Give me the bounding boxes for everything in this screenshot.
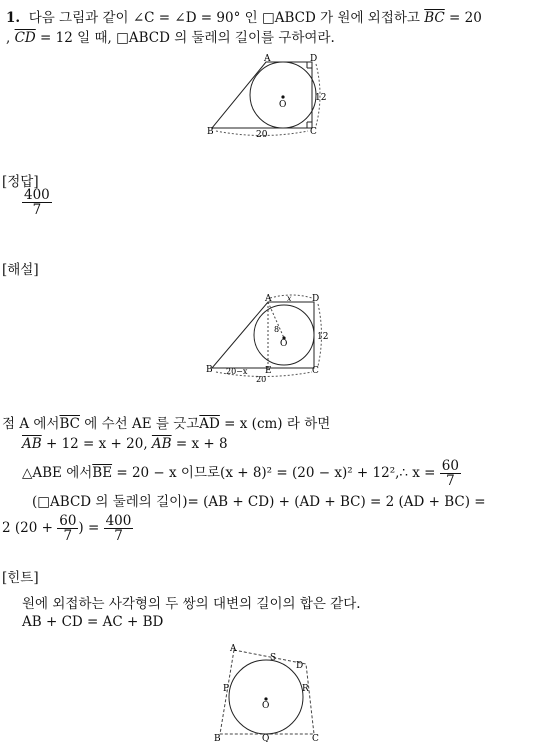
label-12: 12 [317, 332, 329, 342]
label-e: E [265, 366, 272, 376]
segment-be: $\overline{BE}$ [92, 465, 113, 482]
hint-line-2: AB + CD = AC + BD [22, 614, 164, 630]
label-a: A [230, 644, 237, 654]
label-c: C [312, 734, 319, 742]
segment-bc: $\overline{BC}$ [59, 416, 80, 432]
explanation-line-4: (□ABCD 의 둘레의 길이)= (AB + CD) + (AD + BC) = 2 (AD + BC) = [32, 494, 486, 510]
explanation-line-3: △ABE 에서$\overline{BE} = 20 - x$ 이므로(x + 8)² = (20 − x)² + 12²,∴ x = $\frac{60}{7}$ [22, 458, 459, 490]
label-d: D [312, 294, 320, 304]
problem-text-2a: , [6, 30, 15, 46]
problem-figure [200, 54, 340, 144]
label-o: O [280, 339, 288, 349]
problem-line-1 [6, 6, 482, 26]
hint-figure [208, 642, 328, 742]
label-d: D [310, 54, 318, 64]
label-b: B [214, 734, 221, 742]
explanation-line-5: 2 (20 + $\frac{60}{7}$ ) = $\frac{400}{7}$ [2, 513, 132, 545]
problem-text-1b: = 20 [444, 10, 482, 26]
center-point [281, 95, 284, 98]
answer-header: [정답] [2, 174, 39, 190]
problem-line-2 [6, 26, 335, 46]
label-s: S [270, 653, 277, 663]
quadrilateral [212, 62, 312, 128]
label-a: A [264, 54, 271, 64]
explanation-figure [204, 292, 334, 384]
label-q: Q [262, 734, 270, 742]
explanation-header: [해설] [2, 262, 39, 278]
label-b: B [207, 127, 214, 137]
problem-text-2b: = 12 일 때, □ABCD 의 둘레의 길이를 구하여라. [35, 30, 335, 46]
segment-cd: $\overline{CD}$ [14, 30, 36, 46]
label-o: O [279, 100, 287, 110]
label-20: 20 [256, 130, 268, 140]
answer-numerator: 400 [24, 187, 50, 203]
answer-denominator: 7 [32, 202, 42, 219]
label-c: C [310, 127, 317, 137]
answer-fraction [22, 188, 52, 217]
problem-text-1a: 다음 그림과 같이 ∠C = ∠D = 90° 인 □ABCD 가 원에 외접하고 [28, 10, 425, 26]
label-20-minus-x: 20−x [226, 367, 248, 376]
hint-header: [힌트] [2, 570, 39, 586]
label-20: 20 [256, 375, 267, 384]
explanation-line-2: $\overline{AB} + 12 = x + 20$, $\overline{AB} = x + 8$ [22, 436, 228, 452]
hint-line-1: 원에 외접하는 사각형의 두 쌍의 대변의 길이의 합은 같다. [22, 596, 361, 612]
label-o: O [262, 701, 270, 711]
segment-bc: $\overline{BC}$ [424, 10, 445, 26]
label-b: B [206, 365, 213, 375]
label-d: D [296, 661, 304, 671]
label-x: x [287, 294, 292, 303]
label-12: 12 [315, 93, 327, 103]
label-p: P [223, 684, 230, 694]
problem-number: 1. [6, 10, 21, 26]
explanation-line-1: 점 A 에서$\overline{BC}$ 에 수선 AE 를 긋고$\overline{AD} = x$ (cm) 라 하면 [2, 416, 331, 432]
label-r: R [302, 684, 309, 694]
label-a: A [265, 294, 272, 304]
label-c: C [312, 366, 319, 376]
label-8: 8 [274, 325, 280, 334]
incircle [250, 62, 316, 128]
segment-ab-2: $\overline{AB}$ [151, 436, 172, 452]
segment-ad: $\overline{AD}$ [199, 416, 220, 432]
segment-ab: $\overline{AB}$ [22, 436, 42, 452]
